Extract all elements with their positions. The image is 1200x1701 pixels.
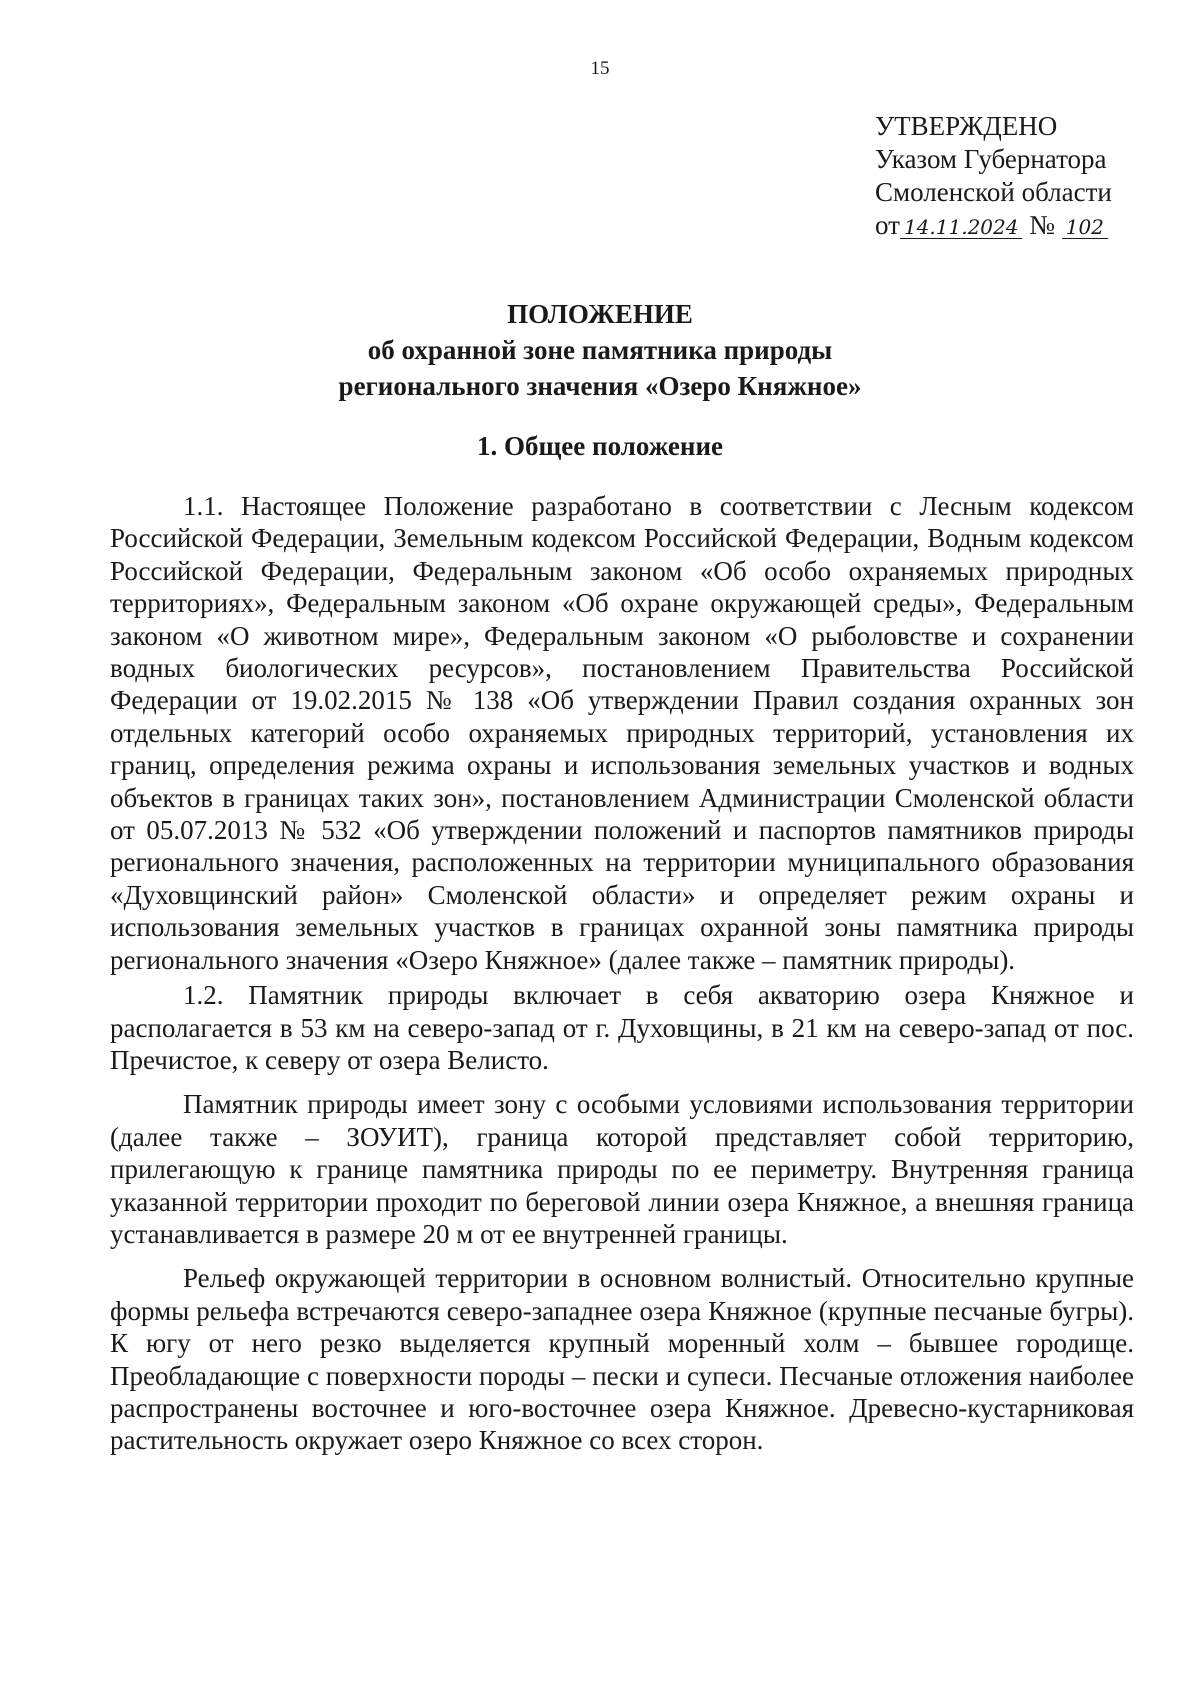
approval-title: УТВЕРЖДЕНО (875, 111, 1058, 141)
document-title (0, 296, 1200, 404)
title-line-1: ПОЛОЖЕНИЕ (507, 299, 693, 329)
title-line-3: регионального значения «Озеро Княжное» (338, 371, 862, 401)
paragraph-relief: Рельеф окружающей территории в основном волнистый. Относительно крупные формы рельефа встречаются северо-западнее озера Княжное (крупные песчаные бугры). К югу от него резко выделяется крупный моренный холм – бывшее городище. Преобладающие с поверхности породы – пески и супеси. Песчаные отложения наиболее распространены восточнее и юго-восточнее озера Княжное. Древесно-кустарниковая растительность окружает озеро Княжное со всех сторон. (110, 1263, 1134, 1456)
document-body (110, 490, 1134, 1457)
handwritten-number: 102 (1062, 216, 1108, 239)
approval-issuer: Указом Губернатора (875, 144, 1107, 174)
paragraph-1-2: 1.2. Памятник природы включает в себя акваторию озера Княжное и располагается в 53 км на северо-запад от г. Духовщины, в 21 км на северо-запад от пос. Пречистое, к северу от озера Велисто. (110, 980, 1134, 1075)
page-number: 15 (590, 58, 610, 79)
approval-region: Смоленской области (875, 177, 1112, 207)
paragraph-1-1: 1.1. Настоящее Положение разработано в соответствии с Лесным кодексом Российской Федерации, Земельным кодексом Российской Федерации, Водным кодексом Российской Федерации, Федеральным законом «Об особо охраняемых природных территориях», Федеральным законом «Об охране окружающей среды», Федеральным законом «О животном мире», Федеральным законом «О рыболовстве и сохранении водных биологических ресурсов», постановлением Правительства Российской Федерации от 19.02.2015 № 138 «Об утверждении Правил создания охранных зон отдельных категорий особо охраняемых природных территорий, установления их границ, определения режима охраны и использования земельных участков и водных объектов в границах таких зон», постановлением Администрации Смоленской области от 05.07.2013 № 532 «Об утверждении положений и паспортов памятников природы регионального значения, расположенных на территории муниципального образования «Духовщинский район» Смоленской области» и определяет режим охраны и использования земельных участков в границах охранной зоны памятника природы регионального значения «Озеро Княжное» (далее также – памятник природы). (110, 491, 1134, 975)
number-prefix: № (1029, 210, 1055, 240)
section-heading: 1. Общее положение (477, 431, 723, 461)
approval-stamp (875, 110, 1112, 242)
handwritten-date: 14.11.2024 (900, 216, 1023, 239)
title-line-2: об охранной зоне памятника природы (367, 335, 833, 365)
date-prefix: от (875, 210, 900, 240)
paragraph-zouit: Памятник природы имеет зону с особыми условиями использования территории (далее также – ЗОУИТ), граница которой представляет собой территорию, прилегающую к границе памятника природы по ее периметру. Внутренняя граница указанной территории проходит по береговой линии озера Княжное, а внешняя граница устанавливается в размере 20 м от ее внутренней границы. (110, 1089, 1134, 1249)
approval-date-number (875, 209, 1112, 242)
